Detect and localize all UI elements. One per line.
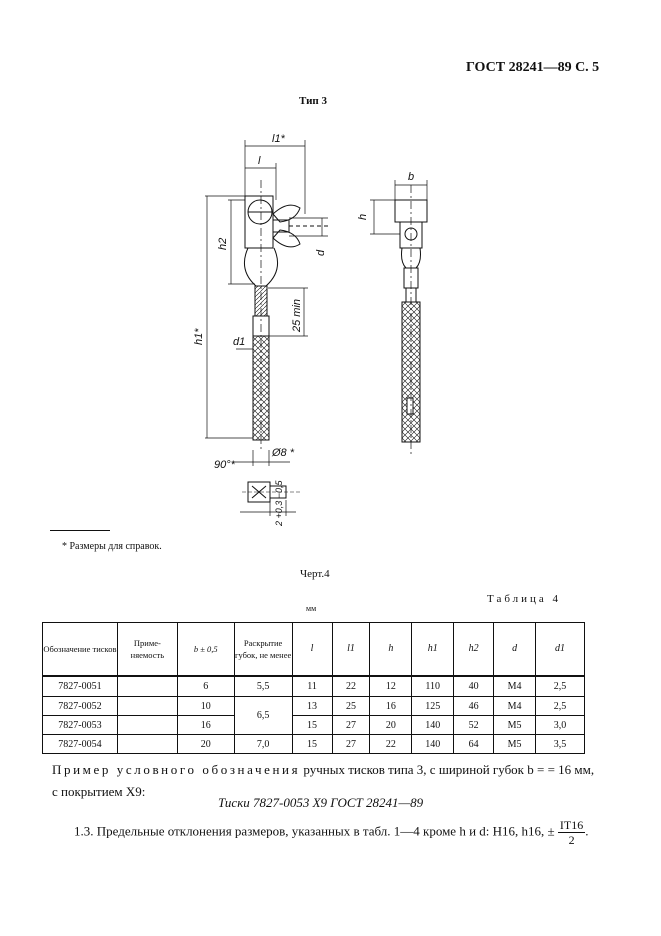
cell-opening: 7,0 [234,735,292,754]
cell-h2: 46 [454,697,494,716]
cell-b: 16 [177,716,234,735]
col-l: l [292,623,332,677]
cell-l1: 27 [332,716,370,735]
dim-d: d [315,249,327,256]
dim-h2: h2 [217,237,229,250]
col-d1: d1 [536,623,585,677]
cell-h1: 110 [412,676,454,697]
fraction-numerator: IT16 [559,818,584,832]
cell-h2: 40 [454,676,494,697]
vise-left-view [244,180,330,450]
example-text: ручных тисков типа 3, с шириной губок b = = 16 мм, с покрытием Х9: [52,762,595,799]
para-text: 1.3. Предельные отклонения размеров, указанных в табл. 1—4 кроме h и d: H16, h16, ± [74,823,555,839]
footnote-divider [50,530,110,531]
cell-designation: 7827-0052 [43,697,118,716]
cell-d: M5 [494,735,536,754]
cell-applicability [117,716,177,735]
cell-d1: 3,5 [536,735,585,754]
col-b: b ± 0,5 [177,623,234,677]
cell-l: 15 [292,716,332,735]
cell-h: 20 [370,716,412,735]
cell-l: 13 [292,697,332,716]
col-l1: l1 [332,623,370,677]
cell-h: 22 [370,735,412,754]
cell-h: 12 [370,676,412,697]
table-units: мм [306,604,317,613]
cell-d1: 3,0 [536,716,585,735]
dim-l1: l1* [272,133,285,145]
cell-d1: 2,5 [536,676,585,697]
designation-line: Тиски 7827-0053 Х9 ГОСТ 28241—89 [218,795,424,810]
table-row [43,676,585,697]
cell-h1: 140 [412,735,454,754]
page-header: ГОСТ 28241—89 С. 5 [466,60,600,75]
cell-d: M4 [494,697,536,716]
figure-type-label: Тип 3 [299,95,327,107]
cell-b: 10 [177,697,234,716]
footnote: * Размеры для справок. [62,541,162,552]
cell-d1: 2,5 [536,697,585,716]
col-h1: h1 [412,623,454,677]
cell-h1: 125 [412,697,454,716]
cell-designation: 7827-0054 [43,735,118,754]
dim-h1: h1* [193,328,205,345]
dim-d1: d1 [233,336,246,348]
dim-diam8: Ø8 * [272,447,295,459]
spec-table [42,622,585,754]
cell-d: M5 [494,716,536,735]
dim-h: h [357,213,369,220]
para-end: . [585,823,589,839]
dim-l: l [258,155,261,167]
cell-applicability [117,735,177,754]
cell-l: 15 [292,735,332,754]
dim-25min: 25 min [291,298,303,332]
col-d: d [494,623,536,677]
dim-tolerance: 2 +0,3 −0,5 [274,480,284,526]
dim-angle90: 90°* [214,459,235,471]
figure-caption: Черт.4 [300,568,330,580]
col-h2: h2 [454,623,494,677]
cell-h2: 52 [454,716,494,735]
cell-opening: 5,5 [234,676,292,697]
cell-b: 20 [177,735,234,754]
table-row [43,716,585,735]
col-applicability: Приме-няемость [117,623,177,677]
table-header-row [43,623,585,677]
cell-l1: 22 [332,676,370,697]
table-caption: Таблица 4 [487,593,562,605]
fraction-denominator: 2 [568,833,575,847]
col-h: h [370,623,412,677]
cell-designation: 7827-0053 [43,716,118,735]
table-row [43,697,585,716]
cell-d: M4 [494,676,536,697]
cell-l1: 25 [332,697,370,716]
dim-b: b [408,171,415,183]
cell-b: 6 [177,676,234,697]
technical-drawing [0,110,661,530]
table-row [43,735,585,754]
cell-applicability [117,697,177,716]
fraction [558,818,585,847]
cell-applicability [117,676,177,697]
cell-designation: 7827-0051 [43,676,118,697]
cell-opening: 6,5 [234,697,292,735]
col-designation: Обозначение тисков [43,623,118,677]
cell-h1: 140 [412,716,454,735]
vise-right-view [370,180,427,455]
col-opening: Раскрытие губок, не менее [234,623,292,677]
cell-l1: 27 [332,735,370,754]
example-lead: Пример условного обозначения [52,762,301,777]
cell-l: 11 [292,676,332,697]
cell-h: 16 [370,697,412,716]
detail-view [240,482,300,516]
paragraph-1-3 [74,818,589,847]
cell-h2: 64 [454,735,494,754]
